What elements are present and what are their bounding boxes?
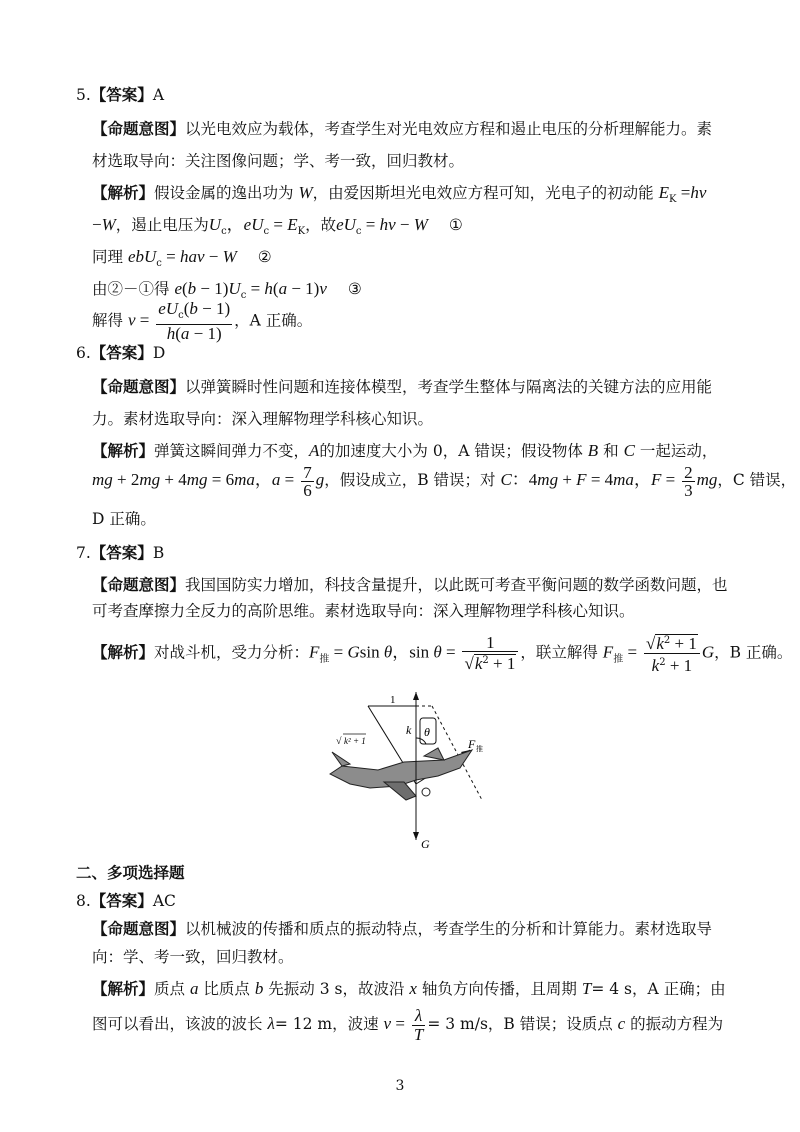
gravity-arrowhead (413, 832, 419, 840)
q6-a1-text2: 的加速度大小为 0，A 错误；假设物体 (319, 442, 583, 460)
q6-a1-text4: 一起运动， (639, 442, 718, 460)
label-G: G (421, 837, 430, 851)
label-theta: θ (424, 725, 430, 739)
q8-intent-tag: 【命题意图】 (92, 919, 186, 938)
label-F-sub: 推 (476, 745, 483, 753)
q5-analysis-line2: −W，遏止电压为$U_c$，$eU_c = E_K$，故$eU_c = h\nu - W$ ① (92, 215, 463, 238)
q7-analysis-tag: 【解析】 (92, 642, 155, 662)
q8-answer: AC (152, 892, 176, 910)
q7-answer-tag: 【答案】 (90, 543, 153, 562)
q8-intent-text1: 以机械波的传播和质点的振动特点，考查学生的分析和计算能力。素材选取导 (185, 920, 713, 938)
q8-analysis-tag: 【解析】 (92, 979, 155, 998)
q8-a1-text4: 轴负方向传播，且周期 (421, 980, 577, 998)
q6-analysis-line1: 【解析】弹簧这瞬间弹力不变，A的加速度大小为 0，A 错误；假设物体 B 和 C 一起运动， (92, 441, 718, 460)
q8-header (76, 890, 176, 912)
q8-analysis-line1: 【解析】质点 a 比质点 b 先振动 3 s，故波沿 x 轴负方向传播，且周期 T= 4 s，A 正确；由 (92, 979, 726, 998)
axis-up-arrowhead (413, 692, 419, 700)
q6-number: 6. (76, 344, 91, 362)
q5-analysis-tag: 【解析】 (92, 183, 155, 202)
q8-a1-text5: = 4 s，A 正确；由 (591, 980, 726, 998)
q5-l5-text2: ，A 正确。 (234, 311, 313, 330)
q5-result-fraction: $\frac{eU_c(b - 1)}{h(a - 1)}$ (158, 299, 231, 344)
q5-analysis-line1: 【解析】假设金属的逸出功为 W，由爱因斯坦光电效应方程可知，光电子的初动能 $E_K =h\nu$ (92, 183, 707, 206)
label-k: k (406, 723, 412, 737)
q8-a1-text3: 先振动 3 s，故波沿 (268, 980, 405, 998)
q7-sub-tui-1: 推 (319, 653, 330, 665)
label-sqrt-symbol: √ (336, 736, 342, 747)
q5-answer: A (152, 86, 165, 104)
label-sqrt-arg: k² + 1 (344, 736, 366, 746)
q6-header (76, 342, 165, 364)
q7-answer: B (152, 544, 165, 562)
force-diagram (320, 688, 500, 854)
q5-l5-text1: 解得 (92, 311, 124, 330)
q8-frac-lambda-T: $\frac{\lambda}{T}$ (413, 1005, 424, 1044)
q5-analysis-line4: 由②－①得 $e(b - 1)U_c = h(a - 1)\nu$ ③ (92, 279, 362, 302)
q6-a1-text3: 和 (603, 442, 619, 460)
q6-a2-text2: ，C 错误， (717, 471, 797, 489)
section-title-multiple-choice: 二、多项选择题 (76, 863, 185, 882)
page-number: 3 (395, 1078, 405, 1094)
q5-intent-tag: 【命题意图】 (92, 119, 186, 138)
q7-intent-line1 (92, 574, 728, 596)
q5-eq3-marker: ③ (347, 280, 362, 298)
q8-a2-text3: = 3 m/s，B 错误；设质点 (427, 1015, 613, 1033)
q5-number: 5. (76, 86, 91, 104)
q7-number: 7. (76, 544, 91, 562)
q6-answer-tag: 【答案】 (90, 343, 153, 362)
q8-intent-line1 (92, 918, 712, 940)
q7-frac-sin: $\frac{1}{√k^2 + 1}$ (462, 634, 518, 673)
q6-intent-line2: 力。素材选取导向：深入理解物理学科核心知识。 (92, 410, 434, 428)
q5-intent-line1 (92, 118, 712, 140)
q5-answer-tag: 【答案】 (90, 85, 153, 104)
q6-intent-tag: 【命题意图】 (92, 377, 186, 396)
q6-analysis-line2: mg + 2mg + 4mg = 6ma，a = $\frac{7}{6}$ g，假设成立，B 错误；对 C：4mg + F = 4ma，F = $\frac{2}{3}$ mg，C 错误， (92, 462, 797, 500)
q6-answer: D (152, 344, 166, 362)
q6-a1-text1: 弹簧这瞬间弹力不变， (154, 442, 310, 460)
q7-intent-tag: 【命题意图】 (92, 575, 186, 594)
q8-intent-line2: 向：学、考一致，回归教材。 (92, 948, 294, 966)
q5-a2-text2: ，故 (305, 216, 337, 234)
q8-a2-text4: 的振动方程为 (630, 1015, 724, 1033)
q8-a1-text1: 质点 (154, 980, 186, 998)
q7-a1-text2: ，联立解得 (520, 643, 598, 662)
q6-analysis-tag: 【解析】 (92, 441, 155, 460)
q8-a1-text2: 比质点 (203, 980, 250, 998)
q5-a1-text1: 假设金属的逸出功为 (154, 184, 294, 202)
q5-l3-text: 同理 (92, 248, 124, 266)
q5-intent-line2: 材选取导向：关注图像问题；学、考一致，回归教材。 (92, 152, 465, 170)
q5-eq1-marker: ① (448, 216, 463, 234)
q8-a2-text2: = 12 m，波速 (274, 1015, 379, 1033)
q8-number: 8. (76, 892, 91, 910)
q6-intent-line1 (92, 376, 712, 398)
q6-a2-text1: ，假设成立，B 错误；对 (324, 471, 496, 489)
q7-header (76, 542, 164, 564)
q5-header (76, 84, 164, 106)
q7-intent-text1: 我国国防实力增加，科技含量提升，以此既可考查平衡问题的数学函数问题，也 (185, 576, 728, 594)
q5-a2-text1: ，遏止电压为 (115, 216, 209, 234)
q5-analysis-line5: 解得 ν = $\frac{eU_c(b - 1)}{h(a - 1)}$ ，A 正确。 (92, 299, 313, 344)
label-one: 1 (390, 694, 396, 706)
q7-a1-text3: ，B 正确。 (714, 643, 793, 662)
q6-frac-7-6: $\frac{7}{6}$ (303, 462, 312, 500)
q7-a1-text1: 对战斗机，受力分析： (154, 643, 310, 662)
q8-a2-text1: 图可以看出，该波的波长 (92, 1015, 263, 1033)
q6-intent-text1: 以弹簧瞬时性问题和连接体模型，考查学生整体与隔离法的关键方法的应用能 (185, 378, 713, 396)
q5-a1-text2: ，由爱因斯坦光电效应方程可知，光电子的初动能 (312, 184, 654, 202)
q5-analysis-line3: 同理 ebU$_c$ = haν − W ② (92, 247, 272, 270)
q8-answer-tag: 【答案】 (90, 891, 153, 910)
q6-frac-2-3: $\frac{2}{3}$ (684, 462, 693, 500)
fighter-jet-icon (330, 748, 472, 800)
q5-l4-text: 由②－①得 (92, 280, 170, 298)
q8-analysis-line2: 图可以看出，该波的波长 λ= 12 m，波速 v = $\frac{\lambda}{T}$ = 3 m/s，B 错误；设质点 c 的振动方程为 (92, 1005, 724, 1044)
q7-sub-tui-2: 推 (613, 653, 624, 665)
q7-analysis-line1: 【解析】对战斗机，受力分析：$F_推 = Gsin$ θ，sin θ = $\frac{1}{√k^2 + 1}$ ，联立解得 $F_推$ = $\frac{√k^2 + 1}{k^2 + 1}$ G，B 正确。 (92, 633, 793, 676)
q7-intent-line2: 可考查摩擦力全反力的高阶思维。素材选取导向：深入理解物理学科核心知识。 (92, 602, 635, 620)
q7-frac-result: $\frac{√k^2 + 1}{k^2 + 1}$ (644, 632, 700, 675)
label-F: F (468, 737, 476, 751)
q5-intent-text1: 以光电效应为载体，考查学生对光电效应方程和遏止电压的分析理解能力。素 (185, 120, 713, 138)
q6-analysis-line3: D 正确。 (92, 510, 156, 528)
q5-eq2-marker: ② (257, 248, 272, 266)
